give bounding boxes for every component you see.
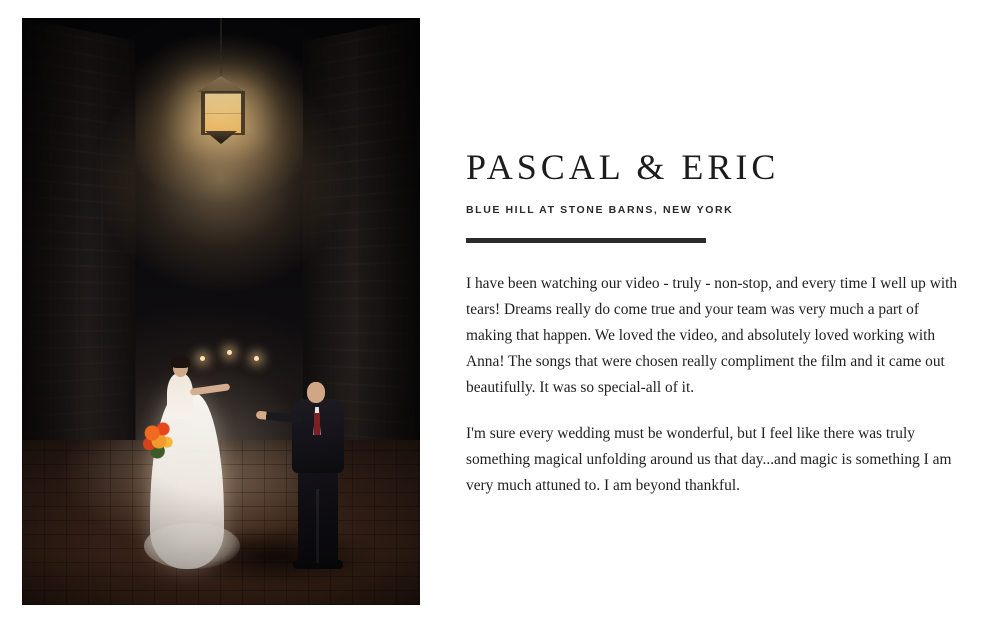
lantern-cord (220, 18, 222, 80)
bride-hair (171, 356, 190, 368)
testimonial-paragraph: I have been watching our video - truly - non-stop, and every time I well up with tears! Dreams really do come true and your team was very much a part of making that happen. We loved the video, and absolutely loved working with Anna! The songs that were chosen really compliment the film and it came out beautifully. It was so special-all of it. (466, 275, 958, 396)
lantern-bars (203, 93, 243, 133)
lantern-icon (191, 76, 251, 148)
groom-trousers (298, 467, 338, 563)
divider (466, 238, 706, 243)
bouquet-icon (142, 419, 176, 459)
groom-tie (314, 413, 320, 435)
distant-light (254, 356, 259, 361)
lantern-body (201, 91, 245, 135)
testimonial-paragraph: I'm sure every wedding must be wonderful, but I feel like there was truly something magical unfolding around us that day...and magic is something I am very much attuned to. I am beyond thankful. (466, 425, 952, 494)
lantern-bottom (205, 131, 237, 144)
bride-torso (167, 373, 193, 419)
groom-head (307, 382, 325, 403)
bride-figure (140, 339, 236, 569)
bride-arm (190, 383, 231, 395)
photo-column (0, 0, 420, 623)
page-title: PASCAL & ERIC (466, 147, 780, 187)
lantern-top (197, 76, 245, 92)
groom-figure (280, 358, 358, 563)
testimonial-column (420, 0, 1000, 623)
wedding-photo (22, 18, 420, 605)
venue-label: BLUE HILL AT STONE BARNS, NEW YORK (466, 204, 734, 216)
